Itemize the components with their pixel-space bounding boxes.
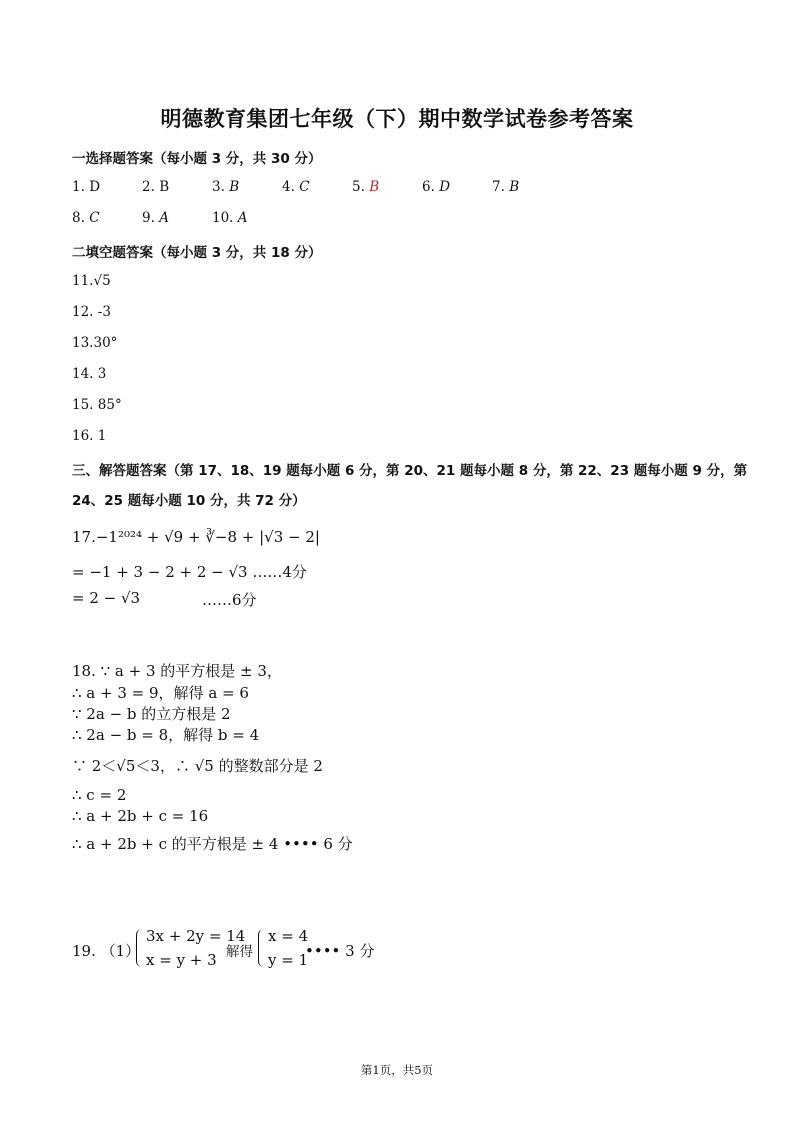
q19-label: 19. （1） [72, 942, 141, 960]
q17-score: ……6分 [202, 591, 257, 609]
q18-line: ∴ a + 2b + c 的平方根是 ± 4 •••• 6 分 [72, 835, 353, 853]
page-footer: 第1页，共5页 [360, 1063, 434, 1077]
answer-item: 14. 3 [72, 366, 107, 382]
q17-line: = −1 + 3 − 2 + 2 − √3 ……4分 [72, 563, 307, 581]
answer-item: 8. C [72, 210, 100, 226]
answer-item: 10. A [212, 210, 248, 226]
solve-word: 解得 [226, 944, 253, 960]
section3-heading-cont: 24、25 题每小题 10 分，共 72 分） [72, 493, 306, 509]
answer-item: 12. -3 [72, 304, 111, 320]
section3-heading: 三、解答题答案（第 17、18、19 题每小题 6 分，第 20、21 题每小题 8 分，第 22、23 题每小题 9 分，第 [72, 463, 748, 479]
q18-line: ∵ 2a − b 的立方根是 2 [72, 705, 231, 723]
section2-heading: 二填空题答案（每小题 3 分，共 18 分） [72, 245, 322, 261]
result-equation-2: y = 1 [268, 951, 309, 969]
answer-item: 2. B [142, 179, 170, 195]
q18-line: 18. ∵ a + 3 的平方根是 ± 3， [72, 662, 282, 680]
section1-heading: 一选择题答案（每小题 3 分，共 30 分） [72, 151, 322, 167]
answer-item: 13.30° [72, 335, 118, 351]
q17-line: 17.−1²⁰²⁴ + √9 + ∛−8 + |√3 − 2| [72, 528, 320, 546]
q18-line: ∴ a + 3 = 9，解得 a = 6 [72, 684, 249, 702]
answer-item: 16. 1 [72, 428, 107, 444]
answer-item-highlighted: 5. B [352, 179, 380, 195]
page-title: 明德教育集团七年级（下）期中数学试卷参考答案 [160, 107, 634, 131]
answer-item: 1. D [72, 179, 101, 195]
system-equation-1: 3x + 2y = 14 [146, 927, 246, 945]
q18-line: ∴ c = 2 [72, 786, 127, 804]
q18-line: ∴ 2a − b = 8，解得 b = 4 [72, 726, 260, 744]
answer-item: 15. 85° [72, 397, 122, 413]
system-equation-2: x = y + 3 [146, 951, 217, 969]
answer-item: 4. C [282, 179, 310, 195]
q18-line: ∵ 2＜√5＜3，∴ √5 的整数部分是 2 [72, 757, 323, 775]
result-equation-1: x = 4 [268, 927, 309, 945]
answer-item: 7. B [492, 179, 520, 195]
answer-item: 9. A [142, 210, 169, 226]
answer-item: 3. B [212, 179, 240, 195]
answer-item: 11.√5 [72, 273, 111, 289]
answer-item: 6. D [422, 179, 451, 195]
q19-score: •••• 3 分 [305, 942, 375, 960]
q17-line: = 2 − √3 [72, 589, 141, 607]
q18-line: ∴ a + 2b + c = 16 [72, 807, 209, 825]
